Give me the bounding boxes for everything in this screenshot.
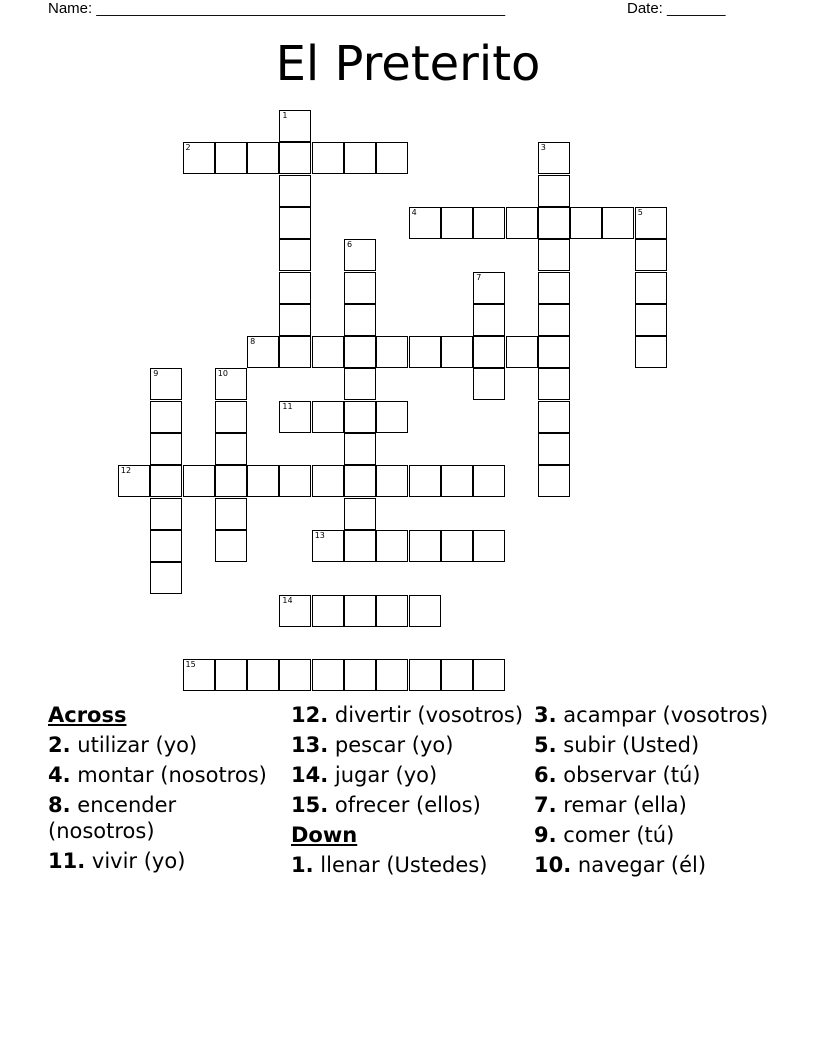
crossword-cell[interactable] — [215, 401, 247, 433]
crossword-cell[interactable] — [312, 142, 344, 174]
crossword-cell[interactable] — [279, 595, 311, 627]
crossword-cell[interactable] — [150, 433, 182, 465]
clue-number: 14 — [282, 595, 293, 605]
crossword-cell[interactable] — [409, 465, 441, 497]
across-clue-12: 12. divertir (vosotros) — [291, 703, 524, 727]
crossword-cell[interactable] — [376, 142, 408, 174]
crossword-cell[interactable] — [279, 401, 311, 433]
crossword-cell[interactable] — [150, 401, 182, 433]
crossword-cell[interactable] — [538, 304, 570, 336]
crossword-cell[interactable] — [344, 239, 376, 271]
crossword-cell[interactable] — [312, 401, 344, 433]
crossword-cell[interactable] — [344, 595, 376, 627]
crossword-cell[interactable] — [376, 336, 408, 368]
crossword-cell[interactable] — [279, 304, 311, 336]
date-field-line: Date: _______ — [627, 0, 726, 17]
crossword-cell[interactable] — [150, 530, 182, 562]
crossword-cell[interactable] — [150, 368, 182, 400]
across-clue-11: 11. vivir (yo) — [48, 849, 186, 873]
name-field-line: Name: _________________________________________________ — [48, 0, 506, 17]
crossword-cell[interactable] — [344, 465, 376, 497]
crossword-cell[interactable] — [376, 530, 408, 562]
crossword-cell[interactable] — [279, 272, 311, 304]
clue-number: 6 — [347, 240, 353, 250]
crossword-cell[interactable] — [376, 659, 408, 691]
crossword-cell[interactable] — [215, 368, 247, 400]
crossword-cell[interactable] — [344, 304, 376, 336]
crossword-cell[interactable] — [473, 304, 505, 336]
crossword-cell[interactable] — [215, 659, 247, 691]
crossword-cell[interactable] — [183, 142, 215, 174]
crossword-cell[interactable] — [376, 595, 408, 627]
clue-number: 4 — [411, 207, 417, 217]
crossword-cell[interactable] — [215, 498, 247, 530]
across-clue-8: 8. encender (nosotros) — [48, 793, 177, 843]
crossword-cell[interactable] — [279, 239, 311, 271]
clue-number: 10 — [217, 369, 228, 379]
clue-number: 11 — [282, 401, 293, 411]
across-clue-4: 4. montar (nosotros) — [48, 763, 267, 787]
across-clue-13: 13. pescar (yo) — [291, 733, 454, 757]
crossword-cell[interactable] — [247, 336, 279, 368]
crossword-cell[interactable] — [441, 207, 473, 239]
crossword-cell[interactable] — [150, 498, 182, 530]
crossword-cell[interactable] — [215, 465, 247, 497]
down-clue-6: 6. observar (tú) — [534, 763, 701, 787]
crossword-cell[interactable] — [538, 207, 570, 239]
crossword-cell[interactable] — [344, 368, 376, 400]
crossword-cell[interactable] — [344, 659, 376, 691]
crossword-cell[interactable] — [344, 530, 376, 562]
crossword-cell[interactable] — [215, 530, 247, 562]
clue-number: 3 — [540, 143, 546, 153]
clues-column-2 — [291, 702, 526, 882]
crossword-cell[interactable] — [473, 465, 505, 497]
crossword-cell[interactable] — [279, 659, 311, 691]
across-heading: Across — [48, 703, 127, 727]
crossword-cell[interactable] — [473, 272, 505, 304]
crossword-cell[interactable] — [538, 272, 570, 304]
crossword-cell[interactable] — [538, 433, 570, 465]
clue-number: 5 — [637, 207, 643, 217]
crossword-cell[interactable] — [312, 465, 344, 497]
crossword-cell[interactable] — [538, 465, 570, 497]
crossword-cell[interactable] — [409, 595, 441, 627]
crossword-cell[interactable] — [409, 207, 441, 239]
crossword-cell[interactable] — [183, 465, 215, 497]
crossword-cell[interactable] — [635, 272, 667, 304]
crossword-cell[interactable] — [279, 110, 311, 142]
crossword-cell[interactable] — [538, 401, 570, 433]
crossword-cell[interactable] — [570, 207, 602, 239]
crossword-cell[interactable] — [279, 142, 311, 174]
crossword-cell[interactable] — [118, 465, 150, 497]
crossword-cell[interactable] — [409, 336, 441, 368]
across-clue-14: 14. jugar (yo) — [291, 763, 438, 787]
crossword-cell[interactable] — [344, 433, 376, 465]
crossword-cell[interactable] — [409, 530, 441, 562]
crossword-cell[interactable] — [183, 659, 215, 691]
clue-number: 13 — [314, 530, 325, 540]
across-clue-2: 2. utilizar (yo) — [48, 733, 198, 757]
crossword-cell[interactable] — [279, 207, 311, 239]
down-heading: Down — [291, 823, 358, 847]
crossword-cell[interactable] — [247, 465, 279, 497]
crossword-cell[interactable] — [538, 336, 570, 368]
crossword-cell[interactable] — [473, 207, 505, 239]
crossword-cell[interactable] — [344, 142, 376, 174]
crossword-cell[interactable] — [376, 401, 408, 433]
clue-number: 8 — [250, 337, 256, 347]
crossword-cell[interactable] — [441, 465, 473, 497]
crossword-cell[interactable] — [344, 498, 376, 530]
down-clue-10: 10. navegar (él) — [534, 853, 707, 877]
down-clue-3: 3. acampar (vosotros) — [534, 703, 769, 727]
clues-column-1 — [48, 702, 283, 878]
across-clue-15: 15. ofrecer (ellos) — [291, 793, 481, 817]
crossword-cell[interactable] — [247, 142, 279, 174]
crossword-cell[interactable] — [473, 336, 505, 368]
crossword-cell[interactable] — [312, 659, 344, 691]
crossword-cell[interactable] — [538, 239, 570, 271]
crossword-cell[interactable] — [635, 239, 667, 271]
clue-number: 2 — [185, 143, 191, 153]
crossword-cell[interactable] — [312, 336, 344, 368]
crossword-cell[interactable] — [506, 207, 538, 239]
crossword-cell[interactable] — [279, 175, 311, 207]
crossword-cell[interactable] — [441, 336, 473, 368]
crossword-cell[interactable] — [635, 207, 667, 239]
crossword-cell[interactable] — [279, 465, 311, 497]
crossword-cell[interactable] — [473, 530, 505, 562]
crossword-cell[interactable] — [215, 142, 247, 174]
crossword-cell[interactable] — [409, 659, 441, 691]
crossword-cell[interactable] — [441, 530, 473, 562]
crossword-cell[interactable] — [150, 562, 182, 594]
crossword-cell[interactable] — [538, 142, 570, 174]
clue-number: 7 — [476, 272, 482, 282]
page-title: El Preterito — [275, 36, 541, 92]
down-clue-5: 5. subir (Usted) — [534, 733, 700, 757]
crossword-cell[interactable] — [538, 175, 570, 207]
crossword-cell[interactable] — [538, 368, 570, 400]
crossword-cell[interactable] — [150, 465, 182, 497]
crossword-cell[interactable] — [602, 207, 634, 239]
crossword-cell[interactable] — [376, 465, 408, 497]
down-clue-1: 1. llenar (Ustedes) — [291, 853, 488, 877]
crossword-cell[interactable] — [473, 368, 505, 400]
clue-number: 9 — [153, 369, 159, 379]
crossword-cell[interactable] — [312, 530, 344, 562]
crossword-cell[interactable] — [312, 595, 344, 627]
crossword-cell[interactable] — [506, 336, 538, 368]
crossword-cell[interactable] — [344, 336, 376, 368]
crossword-cell[interactable] — [473, 659, 505, 691]
crossword-cell[interactable] — [441, 659, 473, 691]
crossword-cell[interactable] — [344, 401, 376, 433]
crossword-cell[interactable] — [279, 336, 311, 368]
crossword-cell[interactable] — [247, 659, 279, 691]
clue-number: 1 — [282, 111, 288, 120]
crossword-cell[interactable] — [635, 336, 667, 368]
crossword-cell[interactable] — [635, 304, 667, 336]
down-clue-7: 7. remar (ella) — [534, 793, 687, 817]
clues-column-3 — [534, 702, 769, 882]
clue-number: 15 — [185, 660, 196, 670]
down-clue-9: 9. comer (tú) — [534, 823, 675, 847]
clue-number: 12 — [120, 466, 132, 476]
crossword-cell[interactable] — [344, 272, 376, 304]
crossword-cell[interactable] — [215, 433, 247, 465]
